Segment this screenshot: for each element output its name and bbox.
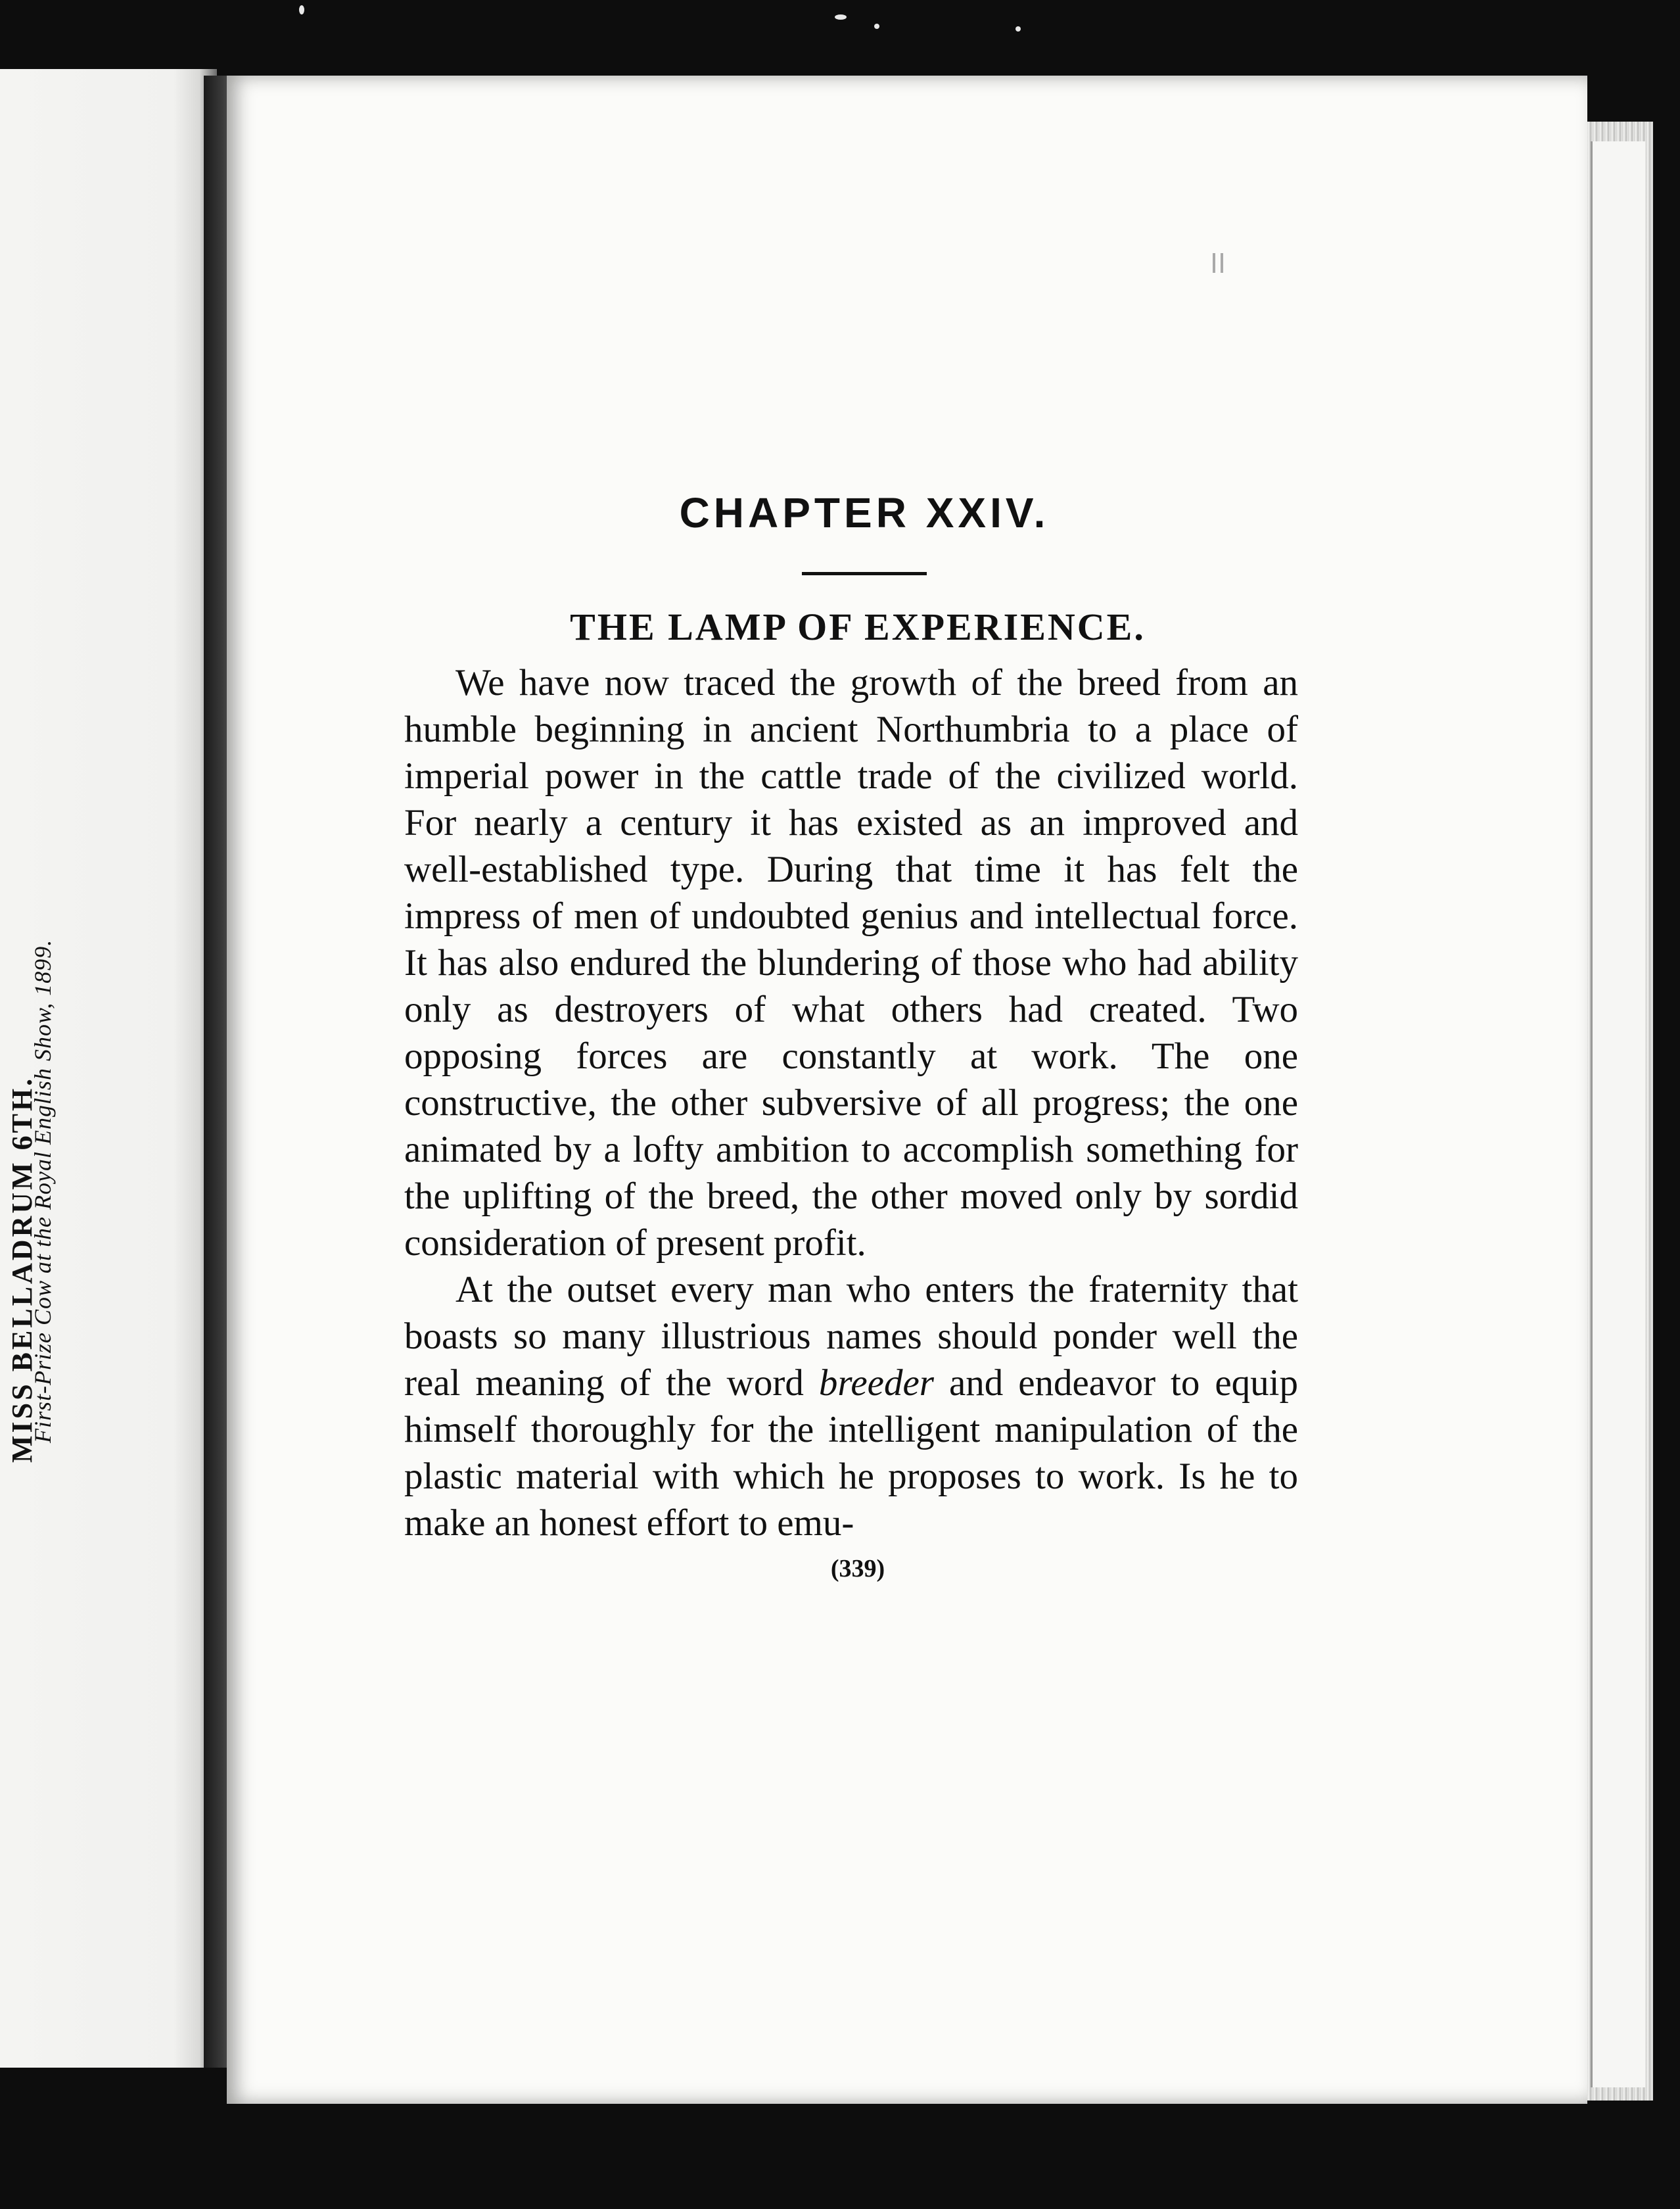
page-edge-inner [1591, 141, 1645, 2087]
plate-caption [0, 845, 79, 1502]
body-text [404, 659, 1298, 1546]
plate-caption-title: MISS BELLADRUM 6TH. [6, 1076, 38, 1463]
paragraph-text: and endeavor to equip himself thoroughly for the intelligent manipulation of the plastic material with which he proposes to work. Is he to make an honest effort to emu- [404, 1362, 1299, 1544]
faint-mark [1221, 253, 1223, 273]
scan-speck [835, 14, 847, 20]
paragraph: We have now traced the growth of the breed from an humble beginning in ancient Northumbria to a place of imperial power in the cattle trade of the civilized world. For nearly a century it has existed as an improved and well-established type. During that time it has felt the impress of men of undoubted genius and intellectual force. It has also endured the blundering of those who had ability only as destroyers of what others had created. Two opposing forces are constantly at work. The one constructive, the other subversive of all progress; the one animated by a lofty ambition to accomplish something for the uplifting of the breed, the other moved only by sordid consideration of present profit. [404, 662, 1298, 1264]
scan-speck [1015, 26, 1021, 32]
chapter-heading: CHAPTER XXIV. [679, 489, 1050, 536]
emphasis-word: breeder [818, 1362, 934, 1404]
left-facing-page [0, 69, 217, 2068]
faint-mark [1213, 253, 1215, 273]
scan-speck [299, 5, 304, 14]
page-content [404, 487, 1298, 1583]
plate-caption-subtitle: First-Prize Cow at the Royal English Show, 1899. [30, 939, 56, 1443]
page-number: (339) [830, 1555, 885, 1582]
scan-speck [874, 24, 879, 29]
chapter-title: THE LAMP OF EXPERIENCE. [570, 606, 1146, 648]
chapter-rule [802, 572, 927, 575]
paragraph-text: At the outset every man who enters the fraternity that boasts so many illustrious names should ponder well the real meaning of the word [404, 1269, 1298, 1404]
paragraph [404, 1266, 1298, 1546]
